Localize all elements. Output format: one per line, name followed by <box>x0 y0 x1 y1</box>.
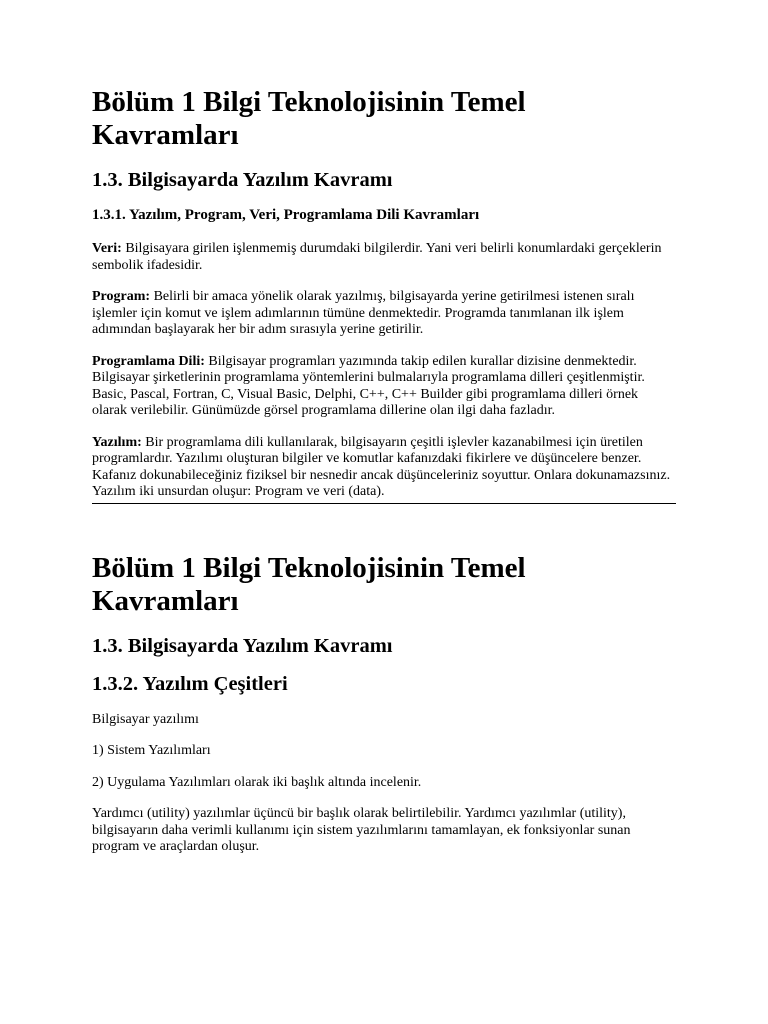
term-label: Veri: <box>92 241 122 256</box>
term-label: Program: <box>92 289 151 304</box>
term-label: Programlama Dili: <box>92 353 205 369</box>
term-label: Yazılım: <box>92 434 142 450</box>
definition-text: Belirli bir amaca yönelik olarak yazılmış, bilgisayarda yerine getirilmesi istenen sıralı işlemler için komut ve işlem adımlarının tümüne denmektedir. Programda tanımlanan ilk işlem adımından başlayarak her bir adım sırasıyla yerine getirilir. <box>92 289 635 337</box>
definition-text: Bir programlama dili kullanılarak, bilgisayarın çeşitli işlevler kazanabilmesi için üretilen programlardır. Yazılımı oluşturan bilgiler ve komutlar kafanızdaki fikirlere ve düşüncelere benzer. Kafanız dokunabileceğiniz fiziksel bir nesnedir ancak düşünceleriniz soyuttur. Onlara dokunamazsınız. Yazılım iki unsurdan oluşur: Program ve veri (data). <box>92 434 671 499</box>
chapter-title: Bölüm 1 Bilgi Teknolojisinin Temel Kavramları <box>92 86 526 151</box>
section-yazilim-cesitleri <box>92 552 676 856</box>
subsection-title: 1.3.2. Yazılım Çeşitleri <box>92 672 288 695</box>
definition-paragraph-program <box>92 289 676 339</box>
definition-paragraph-programlama-dili <box>92 354 676 420</box>
definition-paragraph-yazilim <box>92 435 676 501</box>
body-paragraph: 1) Sistem Yazılımları <box>92 743 211 758</box>
section-title: 1.3. Bilgisayarda Yazılım Kavramı <box>92 634 393 657</box>
chapter-title: Bölüm 1 Bilgi Teknolojisinin Temel Kavramları <box>92 551 526 617</box>
definition-paragraph-veri <box>92 241 676 274</box>
body-paragraph: 2) Uygulama Yazılımları olarak iki başlık altında incelenir. <box>92 774 422 790</box>
document-page <box>92 86 676 856</box>
subsection-title: 1.3.1. Yazılım, Program, Veri, Programlama Dili Kavramları <box>92 207 480 223</box>
definition-text: Bilgisayar programları yazımında takip edilen kurallar dizisine denmektedir. Bilgisayar şirketlerinin programlama yöntemlerini bulmalarıyla programlama dilleri çeşitlenmiştir. Basic, Pascal, Fortran, C, Visual Basic, Delphi, C++, C++ Builder gibi programlama dilleri örnek olarak verilebilir. Günümüzde görsel programlama dillerine olan ilgi daha fazladır. <box>92 353 645 418</box>
section-spacer <box>92 504 676 552</box>
section-yazilim-kavramlari <box>92 86 676 504</box>
definition-text: Bilgisayara girilen işlenmemiş durumdaki bilgilerdir. Yani veri belirli konumlardaki gerçeklerin sembolik ifadesidir. <box>92 241 662 273</box>
body-paragraph: Bilgisayar yazılımı <box>92 711 199 727</box>
section-title: 1.3. Bilgisayarda Yazılım Kavramı <box>92 169 393 191</box>
body-paragraph: Yardımcı (utility) yazılımlar üçüncü bir başlık olarak belirtilebilir. Yardımcı yazılımlar (utility), bilgisayarın daha verimli kullanımı için sistem yazılımlarını tamamlayan, ek fonksiyonlar sunan program ve araçlardan oluşur. <box>92 806 631 854</box>
